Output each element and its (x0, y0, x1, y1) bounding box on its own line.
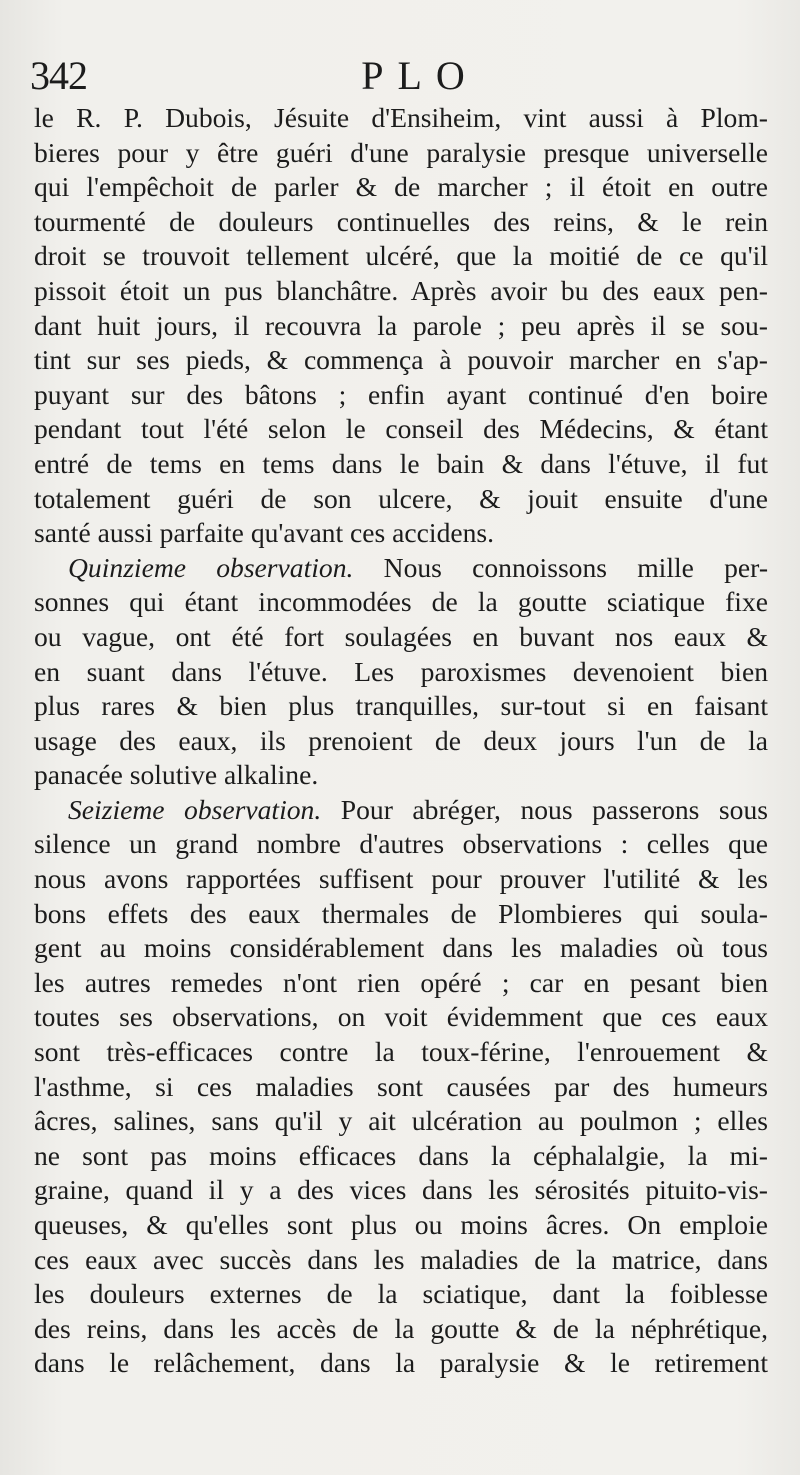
text-line: les autres remedes n'ont rien opéré ; car en pesant bien (34, 966, 768, 998)
text-line: des reins, dans les accès de la goutte & de la néphrétique, (34, 1312, 768, 1344)
text-line: le R. P. Dubois, Jésuite d'Ensiheim, vint aussi à Plom- (34, 102, 768, 133)
page-header (30, 50, 770, 102)
text-line: graine, quand il y a des vices dans les sérosités pituito-vis- (34, 1174, 768, 1206)
text-line: bieres pour y être guéri d'une paralysie presque universelle (34, 136, 768, 168)
body-text (34, 101, 768, 1381)
text-line: dant huit jours, il recouvra la parole ; peu après il se sou- (34, 309, 768, 341)
text-line: toutes ses observations, on voit évidemment que ces eaux (34, 1001, 768, 1033)
text-line: âcres, salines, sans qu'il y ait ulcération au poulmon ; elles (34, 1105, 768, 1137)
text-line: les douleurs externes de la sciatique, dant la foiblesse (34, 1278, 768, 1310)
text-line: en suant dans l'étuve. Les paroxismes devenoient bien (34, 655, 768, 687)
text-line: queuses, & qu'elles sont plus ou moins âcres. On emploie (34, 1209, 768, 1240)
text-line: sont très-efficaces contre la toux-férine, l'enrouement & (34, 1036, 768, 1068)
text-line: puyant sur des bâtons ; enfin ayant continué d'en boire (34, 378, 768, 410)
text-line: nous avons rapportées suffisent pour prouver l'utilité & les (34, 863, 768, 895)
text-line: totalement guéri de son ulcere, & jouit ensuite d'une (34, 482, 768, 514)
text-line: droit se trouvoit tellement ulcéré, que la moitié de ce qu'il (34, 240, 768, 272)
text-line: bons effets des eaux thermales de Plombieres qui soula- (34, 897, 768, 929)
observation-15-heading-line (34, 551, 768, 586)
text-line: ne sont pas moins efficaces dans la céphalalgie, la mi- (34, 1139, 768, 1171)
observation-15-title: Quinzieme observation. (68, 551, 354, 583)
text-line: tourmenté de douleurs continuelles des reins, & le rein (34, 205, 768, 237)
text-line: entré de tems en tems dans le bain & dans l'étuve, il fut (34, 447, 768, 479)
text-line: silence un grand nombre d'autres observations : celles que (34, 828, 768, 860)
text-line: sonnes qui étant incommodées de la goutte sciatique fixe (34, 586, 768, 618)
text-line: ou vague, ont été fort soulagées en buvant nos eaux & (34, 620, 768, 652)
running-head: PLO (361, 53, 479, 98)
observation-16-text: Pour abréger, nous passerons sous (340, 793, 768, 825)
text-line: pissoit étoit un pus blanchâtre. Après avoir bu des eaux pen- (34, 274, 768, 306)
text-line: dans le relâchement, dans la paralysie & le retirement (34, 1347, 768, 1379)
observation-15-text: Nous connoissons mille per- (383, 551, 768, 583)
observation-16-heading-line (34, 793, 768, 828)
text-line: usage des eaux, ils prenoient de deux jours l'un de la (34, 724, 768, 756)
observation-16-title: Seizieme observation. (68, 793, 322, 825)
text-line: plus rares & bien plus tranquilles, sur-tout si en faisant (34, 690, 768, 722)
text-line: santé aussi parfaite qu'avant ces accidens. (34, 517, 495, 549)
text-line: l'asthme, si ces maladies sont causées par des humeurs (34, 1070, 768, 1102)
text-line: panacée solutive alkaline. (34, 759, 319, 791)
text-line: pendant tout l'été selon le conseil des Médecins, & étant (34, 413, 768, 445)
text-line: gent au moins considérablement dans les maladies où tous (34, 932, 768, 964)
text-line: qui l'empêchoit de parler & de marcher ; il étoit en outre (34, 171, 768, 203)
page-number: 342 (30, 53, 87, 98)
text-line: ces eaux avec succès dans les maladies de la matrice, dans (34, 1243, 768, 1275)
text-line: tint sur ses pieds, & commença à pouvoir marcher en s'ap- (34, 344, 768, 376)
